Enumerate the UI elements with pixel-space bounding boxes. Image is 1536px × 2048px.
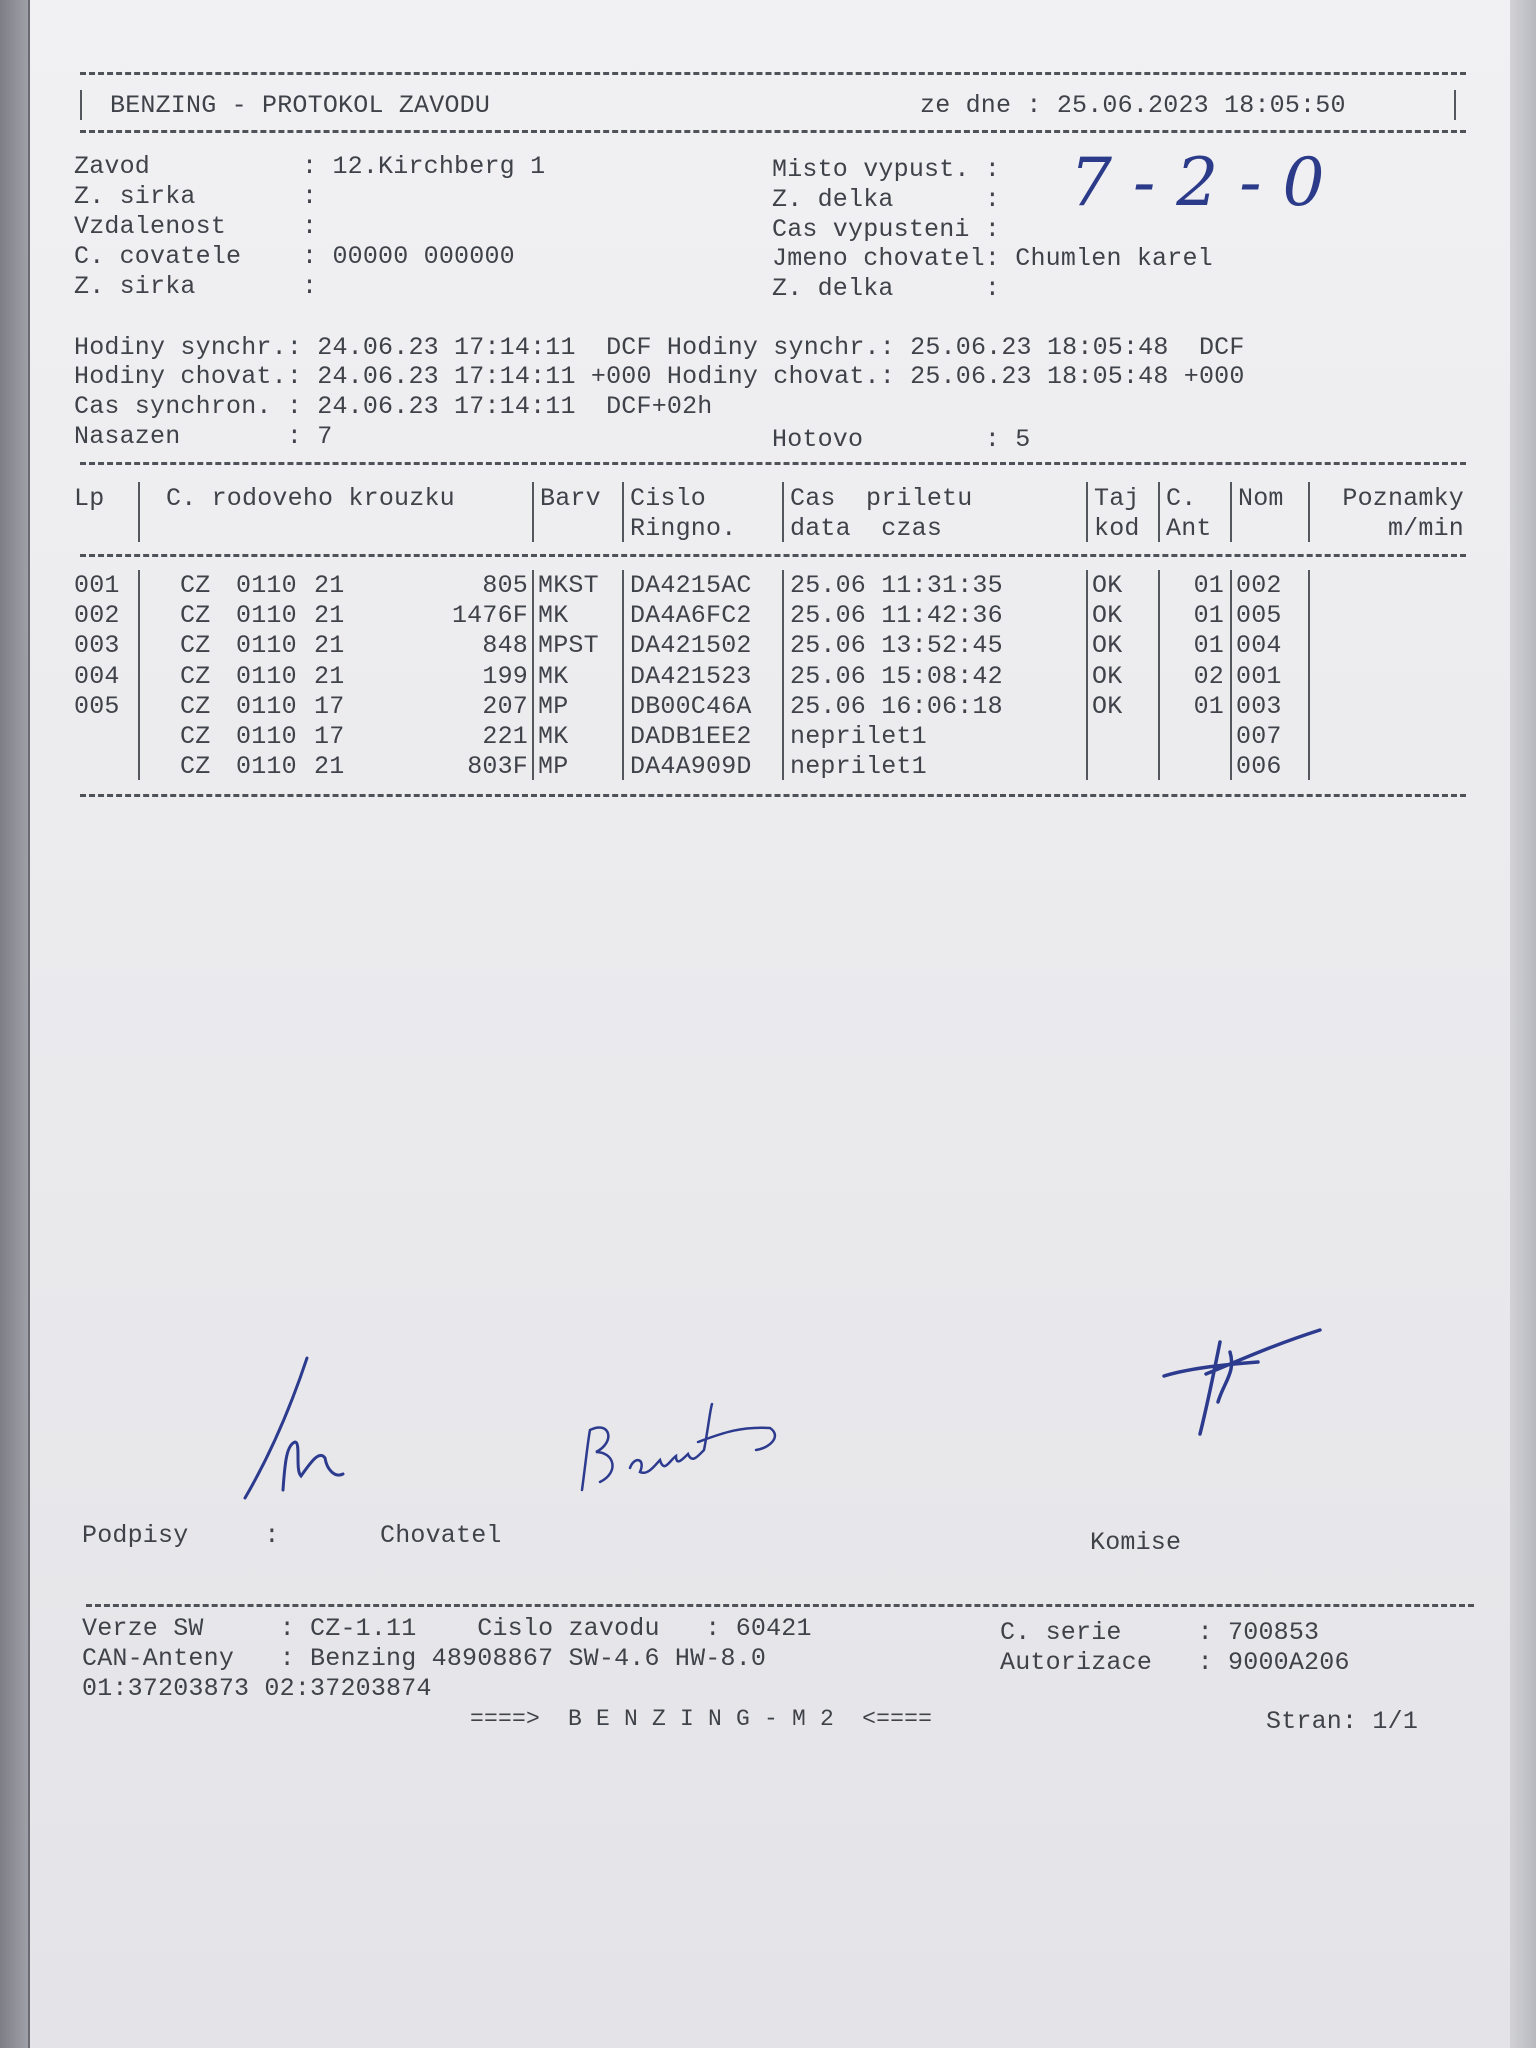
table-cell-taj: OK xyxy=(1092,571,1123,600)
table-cell-ant: 01 xyxy=(1193,631,1224,661)
printed-protocol-sheet xyxy=(28,0,1512,2048)
table-cell-year: 17 xyxy=(314,691,345,721)
report-title: BENZING - PROTOKOL ZAVODU xyxy=(110,91,491,120)
handwritten-note: 7 - 2 - 0 xyxy=(1070,144,1325,221)
table-cell-lp: 005 xyxy=(74,691,120,721)
col-sep xyxy=(1230,570,1232,780)
sync-line-3: Cas synchron. : 24.06.23 17:14:11 DCF+02h xyxy=(74,392,713,421)
table-cell-ringno: DA421502 xyxy=(630,631,752,661)
col-header-lp: Lp xyxy=(74,484,105,513)
table-cell-cas: neprilet1 xyxy=(790,752,927,782)
table-cell-taj: OK xyxy=(1092,631,1123,661)
hotovo-field: Hotovo : 5 xyxy=(772,425,1031,454)
table-cell-nom: 007 xyxy=(1236,722,1282,751)
table-cell-lp: 002 xyxy=(74,601,120,631)
table-cell-ring: 848 xyxy=(482,631,528,661)
field-vzdalenost: Vzdalenost : xyxy=(74,212,318,241)
col-sep xyxy=(622,570,624,780)
col-header-ant: Ant xyxy=(1166,514,1212,543)
table-cell-lp: 004 xyxy=(74,661,120,691)
table-cell-year: 21 xyxy=(314,661,345,691)
table-cell-ant: 01 xyxy=(1193,571,1224,600)
col-sep xyxy=(138,570,140,780)
col-sep xyxy=(138,482,140,542)
table-cell-ring: 199 xyxy=(482,661,528,691)
col-header-taj: Taj xyxy=(1094,484,1140,513)
table-cell-cas: 25.06 11:42:36 xyxy=(790,601,1003,631)
col-sep xyxy=(622,482,624,542)
table-cell-ring: 803F xyxy=(467,752,528,782)
col-header-cislo: Cislo xyxy=(630,484,707,513)
table-cell-ant: 01 xyxy=(1193,601,1224,631)
table-cell-country: CZ xyxy=(180,631,211,661)
table-cell-barv: MPST xyxy=(538,631,599,661)
col-sep xyxy=(1308,482,1310,542)
col-sep xyxy=(1230,482,1232,542)
col-sep xyxy=(782,482,784,542)
col-header-poznamky: Poznamky xyxy=(1342,484,1464,513)
divider-header xyxy=(80,130,1466,133)
table-cell-cas: neprilet1 xyxy=(790,722,927,751)
table-cell-ant: 02 xyxy=(1193,661,1224,691)
table-cell-org: 0110 xyxy=(236,661,297,691)
table-cell-org: 0110 xyxy=(236,722,297,751)
table-cell-org: 0110 xyxy=(236,631,297,661)
col-header-mmin: m/min xyxy=(1387,514,1464,543)
footer-antenna-ids: 01:37203873 02:37203874 xyxy=(82,1674,432,1703)
col-sep xyxy=(782,570,784,780)
field-z-delka: Z. delka : xyxy=(772,185,1001,214)
col-header-cas: Cas priletu xyxy=(790,484,973,513)
table-cell-cas: 25.06 13:52:45 xyxy=(790,631,1003,661)
footer-autorizace: Autorizace : 9000A206 xyxy=(1000,1648,1350,1677)
field-c-covatele: C. covatele : 00000 000000 xyxy=(74,242,515,271)
col-header-ringno: Ringno. xyxy=(630,514,737,543)
col-header-kod: kod xyxy=(1094,514,1140,543)
table-cell-org: 0110 xyxy=(236,571,297,600)
table-cell-ringno: DA4A6FC2 xyxy=(630,601,752,631)
divider-footer xyxy=(86,1604,1474,1607)
col-header-c: C. xyxy=(1166,484,1197,513)
field-zavod: Zavod : 12.Kirchberg 1 xyxy=(74,152,546,181)
col-sep xyxy=(532,570,534,780)
signature-witness xyxy=(570,1390,790,1500)
signature-komise xyxy=(1160,1322,1330,1442)
table-cell-ringno: DA4A909D xyxy=(630,752,752,782)
field-cas-vypusteni: Cas vypusteni : xyxy=(772,215,1001,244)
table-cell-org: 0110 xyxy=(236,752,297,782)
signature-komise-label: Komise xyxy=(1090,1528,1182,1557)
divider-top xyxy=(80,72,1466,75)
table-cell-taj: OK xyxy=(1092,661,1123,691)
col-header-data-czas: data czas xyxy=(790,514,943,543)
table-cell-barv: MP xyxy=(538,691,569,721)
table-cell-lp: 003 xyxy=(74,631,120,661)
table-cell-taj: OK xyxy=(1092,601,1123,631)
table-cell-ant: 01 xyxy=(1193,691,1224,721)
sync-line-4: Nasazen : 7 xyxy=(74,422,333,451)
signature-chovatel xyxy=(235,1350,385,1505)
table-cell-ringno: DADB1EE2 xyxy=(630,722,752,751)
table-cell-nom: 005 xyxy=(1236,601,1282,631)
report-date: ze dne : 25.06.2023 18:05:50 xyxy=(920,91,1346,120)
signature-chovatel-label: Chovatel xyxy=(380,1521,502,1550)
table-cell-year: 21 xyxy=(314,752,345,782)
header-bar-right xyxy=(1454,90,1456,120)
table-cell-ring: 221 xyxy=(482,722,528,751)
background-edge-right xyxy=(1510,0,1536,2048)
col-sep xyxy=(1086,482,1088,542)
col-header-rodoveho: C. rodoveho krouzku xyxy=(166,484,455,513)
col-sep xyxy=(532,482,534,542)
table-cell-country: CZ xyxy=(180,722,211,751)
table-cell-ring: 207 xyxy=(482,691,528,721)
col-sep xyxy=(1308,570,1310,780)
table-cell-barv: MP xyxy=(538,752,569,782)
field-z-delka-2: Z. delka : xyxy=(772,274,1001,303)
field-z-sirka-2: Z. sirka : xyxy=(74,272,318,301)
table-cell-country: CZ xyxy=(180,571,211,600)
table-cell-nom: 002 xyxy=(1236,571,1282,600)
col-header-barv: Barv xyxy=(540,484,601,513)
background-edge-left xyxy=(0,0,28,2048)
table-cell-year: 21 xyxy=(314,631,345,661)
sync-line-2: Hodiny chovat.: 24.06.23 17:14:11 +000 Hodiny chovat.: 25.06.23 18:05:48 +000 xyxy=(74,362,1245,391)
table-cell-country: CZ xyxy=(180,661,211,691)
table-cell-barv: MK xyxy=(538,661,569,691)
col-header-nom: Nom xyxy=(1238,484,1284,513)
table-cell-year: 17 xyxy=(314,722,345,751)
table-cell-country: CZ xyxy=(180,601,211,631)
col-sep xyxy=(1158,570,1160,780)
field-jmeno-chovatel: Jmeno chovatel: Chumlen karel xyxy=(772,244,1213,273)
table-cell-nom: 003 xyxy=(1236,691,1282,721)
sync-line-1: Hodiny synchr.: 24.06.23 17:14:11 DCF Hodiny synchr.: 25.06.23 18:05:48 DCF xyxy=(74,333,1245,362)
table-cell-cas: 25.06 15:08:42 xyxy=(790,661,1003,691)
col-sep xyxy=(1158,482,1160,542)
footer-c-serie: C. serie : 700853 xyxy=(1000,1618,1320,1647)
table-cell-ring: 805 xyxy=(482,571,528,600)
table-cell-country: CZ xyxy=(180,752,211,782)
table-cell-year: 21 xyxy=(314,601,345,631)
table-cell-ring: 1476F xyxy=(451,601,528,631)
table-cell-barv: MK xyxy=(538,722,569,751)
field-misto-vypust: Misto vypust. : xyxy=(772,155,1001,184)
table-cell-cas: 25.06 11:31:35 xyxy=(790,571,1003,600)
table-cell-nom: 004 xyxy=(1236,631,1282,661)
footer-page-number: Stran: 1/1 xyxy=(1266,1707,1419,1736)
table-cell-taj: OK xyxy=(1092,691,1123,721)
table-cell-country: CZ xyxy=(180,691,211,721)
table-cell-barv: MKST xyxy=(538,571,599,600)
divider-table-top xyxy=(80,462,1466,465)
table-cell-year: 21 xyxy=(314,571,345,600)
col-sep xyxy=(1086,570,1088,780)
table-cell-barv: MK xyxy=(538,601,569,631)
table-cell-cas: 25.06 16:06:18 xyxy=(790,691,1003,721)
footer-can-anteny: CAN-Anteny : Benzing 48908867 SW-4.6 HW-8.0 xyxy=(82,1644,767,1673)
table-cell-nom: 001 xyxy=(1236,661,1282,691)
header-bar-left xyxy=(80,90,82,120)
divider-table-header xyxy=(80,554,1466,557)
divider-table-bottom xyxy=(80,794,1466,797)
table-cell-org: 0110 xyxy=(236,601,297,631)
footer-device-name: ====> B E N Z I N G - M 2 <==== xyxy=(470,1706,933,1732)
field-z-sirka: Z. sirka : xyxy=(74,182,318,211)
table-cell-lp: 001 xyxy=(74,571,120,600)
table-cell-ringno: DA4215AC xyxy=(630,571,752,600)
table-cell-org: 0110 xyxy=(236,691,297,721)
table-cell-nom: 006 xyxy=(1236,752,1282,782)
signatures-label: Podpisy : xyxy=(82,1521,280,1550)
table-cell-ringno: DB00C46A xyxy=(630,691,752,721)
footer-verze-sw: Verze SW : CZ-1.11 Cislo zavodu : 60421 xyxy=(82,1614,812,1643)
table-cell-ringno: DA421523 xyxy=(630,661,752,691)
